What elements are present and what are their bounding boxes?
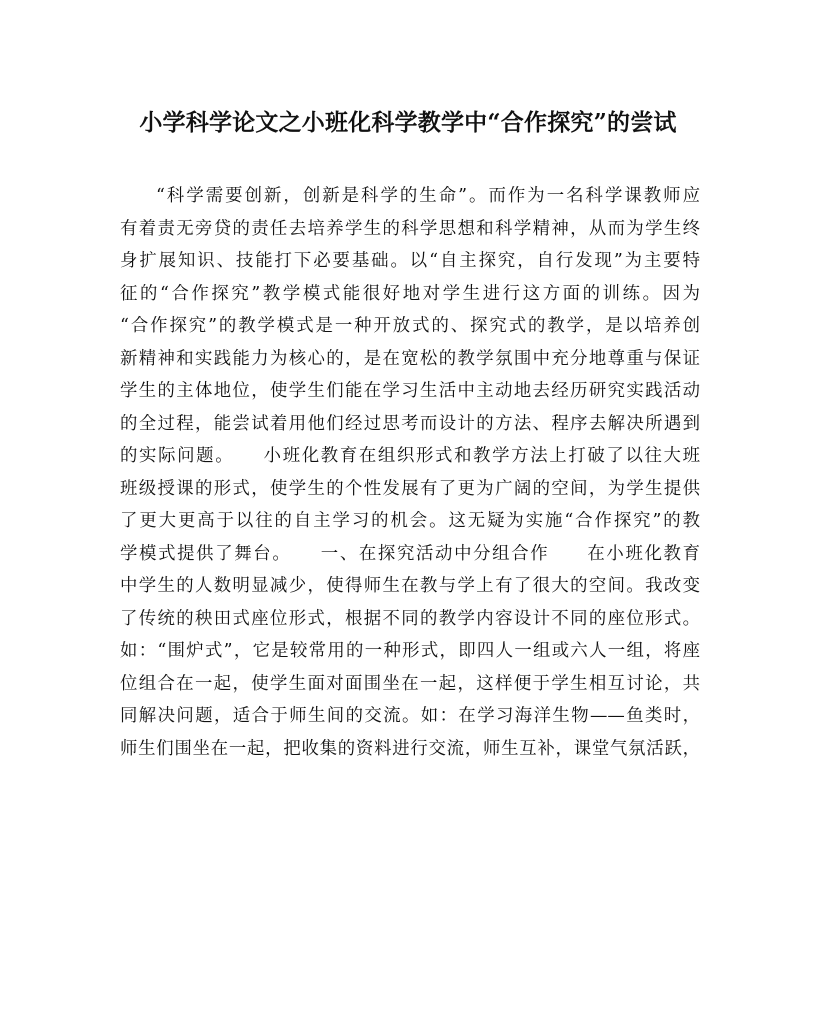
paragraph-line: 新精神和实践能力为核心的，是在宽松的教学氛围中充分地尊重与保证 [120, 348, 700, 369]
paragraph-line: 的全过程，能尝试着用他们经过思考而设计的方法、程序去解决所遇到 [120, 413, 700, 434]
paragraph-line: 的实际问题。 小班化教育在组织形式和教学方法上打破了以往大班 [120, 446, 700, 466]
paragraph-line: 位组合在一起，使学生面对面围坐在一起，这样便于学生相互讨论，共 [120, 673, 700, 694]
document-title: 小学科学论文之小班化科学教学中“合作探究”的尝试 [139, 109, 677, 136]
document-body [120, 180, 700, 765]
paragraph-line: “科学需要创新，创新是科学的生命”。而作为一名科学课教师应 [156, 186, 700, 206]
paragraph-line: 师生们围坐在一起，把收集的资料进行交流，师生互补，课堂气氛活跃， [120, 738, 700, 759]
paragraph-line: 班级授课的形式，使学生的个性发展有了更为广阔的空间，为学生提供 [120, 478, 700, 499]
paragraph-line: 身扩展知识、技能打下必要基础。以“自主探究，自行发现”为主要特 [120, 251, 700, 271]
paragraph-line: “合作探究”的教学模式是一种开放式的、探究式的教学，是以培养创 [120, 316, 700, 336]
paragraph-line: 学模式提供了舞台。 一、在探究活动中分组合作 在小班化教育 [120, 543, 700, 564]
paragraph-line: 了更大更高于以往的自主学习的机会。这无疑为实施“合作探究”的教 [120, 511, 700, 531]
paragraph-line: 学生的主体地位，使学生们能在学习生活中主动地去经历研究实践活动 [120, 381, 700, 401]
paragraph-line: 了传统的秧田式座位形式，根据不同的教学内容设计不同的座位形式。 [120, 608, 700, 629]
paragraph-line: 同解决问题，适合于师生间的交流。如：在学习海洋生物——鱼类时， [120, 706, 700, 726]
paragraph-line: 征的“合作探究”教学模式能很好地对学生进行这方面的训练。因为 [120, 283, 700, 304]
paragraph-line: 如：“围炉式”，它是较常用的一种形式，即四人一组或六人一组，将座 [120, 641, 700, 661]
paragraph-line: 有着责无旁贷的责任去培养学生的科学思想和科学精神，从而为学生终 [120, 218, 700, 239]
paragraph-line: 中学生的人数明显减少，使得师生在教与学上有了很大的空间。我改变 [120, 576, 700, 596]
